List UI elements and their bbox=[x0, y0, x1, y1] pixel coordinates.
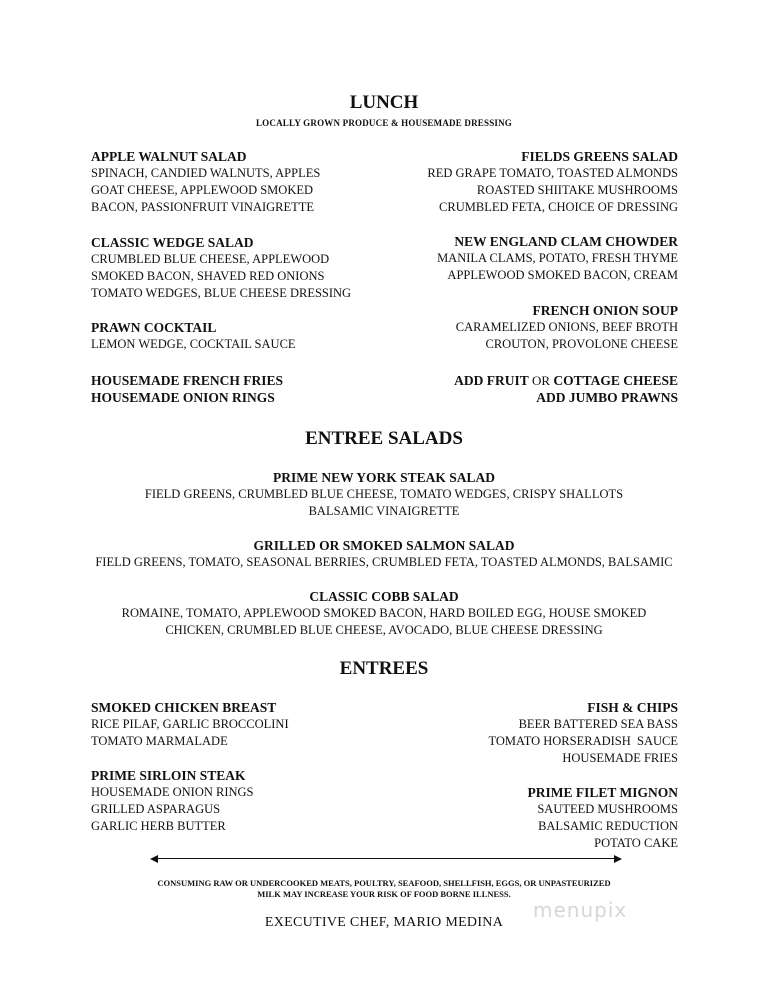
item-desc: CRUMBLED BLUE CHEESE, APPLEWOOD bbox=[91, 252, 330, 266]
addons-right bbox=[378, 372, 678, 406]
item-desc: BEER BATTERED SEA BASS bbox=[518, 717, 678, 731]
item-desc: HOUSEMADE FRIES bbox=[562, 751, 678, 765]
item-name: CLASSIC COBB SALAD bbox=[309, 589, 459, 604]
addon-fruit: ADD FRUIT bbox=[454, 373, 529, 388]
item-name: PRIME NEW YORK STEAK SALAD bbox=[272, 470, 496, 485]
item-desc: CROUTON, PROVOLONE CHEESE bbox=[485, 337, 678, 351]
menu-item-clam-chowder bbox=[378, 233, 678, 284]
item-name: FIELDS GREENS SALAD bbox=[521, 149, 678, 164]
watermark: menupix bbox=[533, 898, 628, 922]
item-desc: FIELD GREENS, TOMATO, SEASONAL BERRIES, CRUMBLED FETA, TOASTED ALMONDS, BALSAMIC bbox=[95, 555, 673, 569]
item-desc: CRUMBLED FETA, CHOICE OF DRESSING bbox=[439, 200, 678, 214]
menu-item-prime-filet-mignon bbox=[378, 784, 678, 852]
item-desc: ROASTED SHIITAKE MUSHROOMS bbox=[476, 183, 678, 197]
item-name: FISH & CHIPS bbox=[587, 700, 678, 715]
item-desc: LEMON WEDGE, COCKTAIL SAUCE bbox=[91, 337, 296, 351]
menu-item-classic-wedge-salad bbox=[91, 234, 391, 302]
item-name: GRILLED OR SMOKED SALMON SALAD bbox=[253, 538, 515, 553]
item-name: APPLE WALNUT SALAD bbox=[91, 149, 247, 164]
side-onion-rings: HOUSEMADE ONION RINGS bbox=[91, 390, 275, 405]
item-desc: BALSAMIC REDUCTION bbox=[538, 819, 678, 833]
item-desc: BALSAMIC VINAIGRETTE bbox=[308, 504, 460, 518]
side-french-fries: HOUSEMADE FRENCH FRIES bbox=[91, 373, 284, 388]
menu-item-prime-sirloin-steak bbox=[91, 767, 391, 835]
divider-arrow-right bbox=[614, 855, 622, 863]
item-name: NEW ENGLAND CLAM CHOWDER bbox=[454, 234, 678, 249]
item-desc: TOMATO MARMALADE bbox=[91, 734, 228, 748]
item-desc: TOMATO WEDGES, BLUE CHEESE DRESSING bbox=[91, 286, 352, 300]
item-desc: APPLEWOOD SMOKED BACON, CREAM bbox=[447, 268, 678, 282]
menu-item-prawn-cocktail bbox=[91, 319, 391, 353]
menu-item-smoked-chicken-breast bbox=[91, 699, 391, 750]
food-safety-disclaimer bbox=[140, 878, 628, 900]
item-desc: RED GRAPE TOMATO, TOASTED ALMONDS bbox=[427, 166, 678, 180]
entree-salads-title: ENTREE SALADS bbox=[305, 428, 463, 449]
item-desc: SMOKED BACON, SHAVED RED ONIONS bbox=[91, 269, 325, 283]
disclaimer-line-1: CONSUMING RAW OR UNDERCOOKED MEATS, POULTRY, SEAFOOD, SHELLFISH, EGGS, OR UNPASTEURIZED bbox=[157, 878, 611, 888]
item-desc: BACON, PASSIONFRUIT VINAIGRETTE bbox=[91, 200, 315, 214]
item-name: SMOKED CHICKEN BREAST bbox=[91, 700, 277, 715]
addon-prawns: ADD JUMBO PRAWNS bbox=[536, 390, 678, 405]
item-desc: TOMATO HORSERADISH SAUCE bbox=[488, 734, 678, 748]
item-name: CLASSIC WEDGE SALAD bbox=[91, 235, 254, 250]
divider-arrow-left bbox=[150, 855, 158, 863]
menu-item-salmon-salad bbox=[0, 537, 768, 571]
menu-item-fields-greens-salad bbox=[378, 148, 678, 216]
menu-item-fish-and-chips bbox=[378, 699, 678, 767]
item-desc: ROMAINE, TOMATO, APPLEWOOD SMOKED BACON, HARD BOILED EGG, HOUSE SMOKED bbox=[121, 606, 647, 620]
lunch-title: LUNCH bbox=[349, 92, 419, 113]
addon-fruit-line bbox=[378, 372, 678, 389]
item-desc: POTATO CAKE bbox=[594, 836, 678, 850]
item-desc: SAUTEED MUSHROOMS bbox=[537, 802, 678, 816]
item-desc: HOUSEMADE ONION RINGS bbox=[91, 785, 254, 799]
item-desc: GARLIC HERB BUTTER bbox=[91, 819, 226, 833]
disclaimer-line-2: MILK MAY INCREASE YOUR RISK OF FOOD BORNE ILLNESS. bbox=[257, 889, 511, 899]
item-desc: GOAT CHEESE, APPLEWOOD SMOKED bbox=[91, 183, 314, 197]
lunch-tagline: LOCALLY GROWN PRODUCE & HOUSEMADE DRESSING bbox=[255, 118, 512, 128]
item-name: PRIME FILET MIGNON bbox=[527, 785, 678, 800]
item-desc: RICE PILAF, GARLIC BROCCOLINI bbox=[91, 717, 289, 731]
menu-item-ny-steak-salad bbox=[0, 469, 768, 520]
item-name: FRENCH ONION SOUP bbox=[532, 303, 678, 318]
entrees-title: ENTREES bbox=[339, 658, 429, 679]
addon-or: OR bbox=[532, 373, 551, 388]
divider-line bbox=[152, 858, 619, 859]
addon-cottage-cheese: COTTAGE CHEESE bbox=[553, 373, 678, 388]
menu-item-apple-walnut-salad bbox=[91, 148, 391, 216]
item-desc: GRILLED ASPARAGUS bbox=[91, 802, 221, 816]
item-name: PRAWN COCKTAIL bbox=[91, 320, 217, 335]
item-desc: FIELD GREENS, CRUMBLED BLUE CHEESE, TOMATO WEDGES, CRISPY SHALLOTS bbox=[144, 487, 624, 501]
item-desc: CHICKEN, CRUMBLED BLUE CHEESE, AVOCADO, BLUE CHEESE DRESSING bbox=[165, 623, 603, 637]
menu-item-cobb-salad bbox=[0, 588, 768, 639]
item-desc: MANILA CLAMS, POTATO, FRESH THYME bbox=[437, 251, 678, 265]
executive-chef: EXECUTIVE CHEF, MARIO MEDINA bbox=[264, 915, 504, 930]
item-name: PRIME SIRLOIN STEAK bbox=[91, 768, 246, 783]
item-desc: CARAMELIZED ONIONS, BEEF BROTH bbox=[455, 320, 678, 334]
menu-item-french-onion-soup bbox=[378, 302, 678, 353]
sides-left bbox=[91, 372, 391, 406]
item-desc: SPINACH, CANDIED WALNUTS, APPLES bbox=[91, 166, 321, 180]
